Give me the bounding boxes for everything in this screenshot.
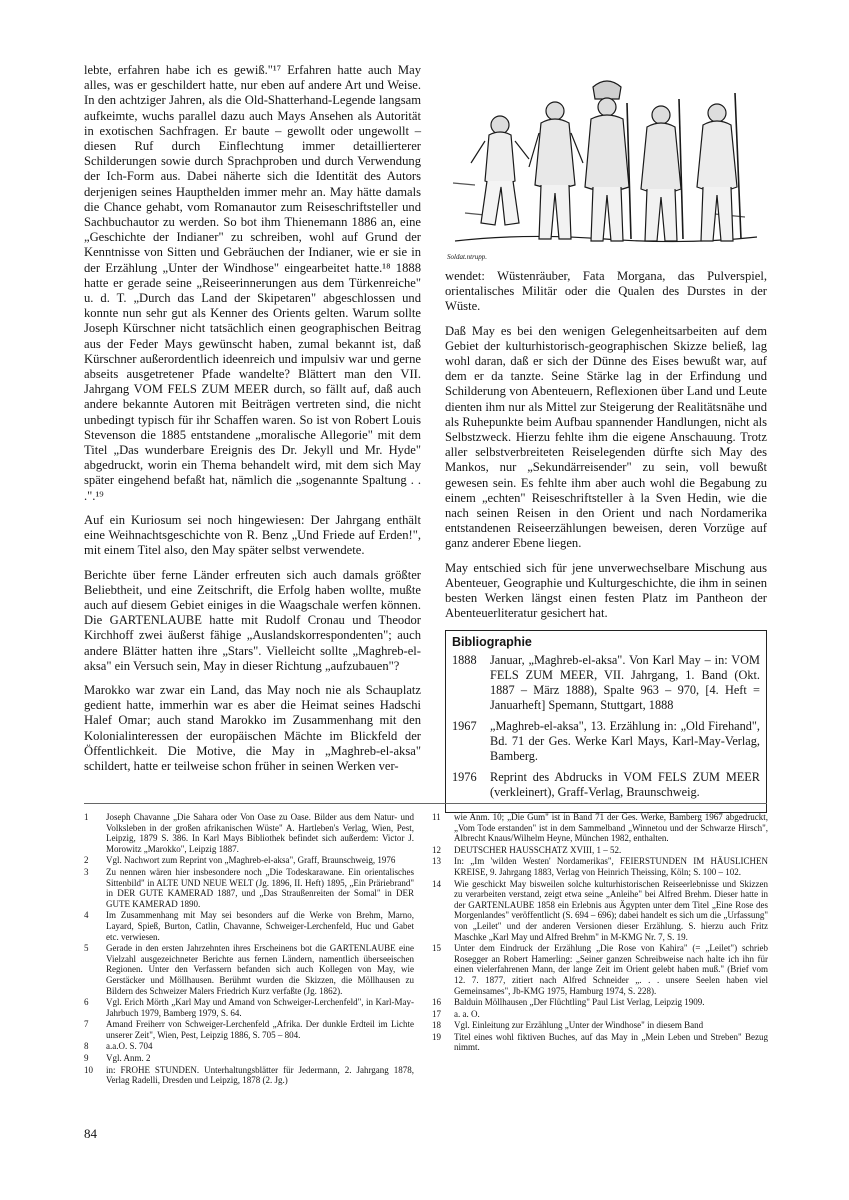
footnote [84,1053,414,1064]
footnote [84,997,414,1018]
paragraph: Daß May es bei den wenigen Gelegenheitsarbeiten auf dem Gebiet der kulturhistorisch-geographischen Skizze beließ, lag wohl daran, daß er sich der Dünne des Eises bewußt war, auf dem er da tanzte. Seine Stärke lag in der Erfindung und Schilderung von Abenteuern, Reflexionen über Land und Leute dienten ihm nur als Mittel zur Steigerung der Realitätsnähe und als Ruhepunkte beim Aufbau spannender Handlungen, nicht als Selbstzweck. Hierzu fehlte ihm die eigene Anschauung. Trotz aller selbstverbreiteten Reiselegenden dürfte sich May des Mankos, nur „Sekundärreisender" zu sein, voll bewußt gewesen sein. Es fehlte ihm aber auch wohl die Begabung zu einem „echten" Reiseschriftsteller à la Sven Hedin, wie die nach seinen Reisen in den Orient und nach Nordamerika entstandenen Reiseerzählungen beweisen, deren Vorzüge auf ganz anderer Ebene liegen. [445,323,767,551]
footnote-text: DEUTSCHER HAUSSCHATZ XVIII, 1 – 52. [454,844,622,855]
right-column [445,63,767,813]
entry-year: 1976 [452,770,477,785]
footnote-number: 16 [432,997,441,1008]
footnote-text: Unter dem Eindruck der Erzählung „Die Rose von Kahira" (= „Leilet") schrieb Rosegger an Robert Hamerling: „Seiner ganzen Schreibweise nach halte ich ihn für einen vielerfahrenen Mann, der lange Zeit im Orient gelebt haben muß." (Brief vom 12. 7. 1877, zitiert nach Alfred Schneider „. . . unsere Seelen haben viel Gemeinsames", Jb-KMG 1975, Hamburg 1974, S. 228). [454,943,768,996]
footnote-text: Zu nennen wären hier insbesondere noch „Die Todeskarawane. Ein orientalisches Sittenbild" in ALTE UND NEUE WELT (Jg. 1896, II. Heft) 1895, „Ein Präriebrand" in DER GUTE KAMERAD 1887, und „Das Straußenreiten der Somal" in DER GUTE KAMERAD 1890. [106,866,414,909]
footnote [432,943,768,996]
footnote-text: Wie geschickt May bisweilen solche kulturhistorischen Reiseerlebnisse und Skizzen zu verarbeiten verstand, zeigt etwa seine „Anleihe" bei Alfred Brehm. Dieser hatte in der GARTENLAUBE 1858 ein Erlebnis aus Ägypten unter dem Titel „Eine Rose des Morgenlandes" veröffentlicht (S. 694 – 696); dabei handelt es sich um die „Urfassung" von „Leilet" und der anderen Versionen dieser Erzählung. S. hierzu auch Fritz Maschke „Karl May und Alfred Brehm" in M-KMG Nr. 7, S. 19. [454,878,768,942]
footnote [432,845,768,856]
entry-text: Januar, „Maghreb-el-aksa". Von Karl May – in: VOM FELS ZUM MEER, VII. Jahrgang, 1. Band (Okt. 1887 – März 1888), Spalte 963 – 970, [4. Heft = Januarheft] Spemann, Stuttgart, 1888 [490,653,760,713]
footnote [84,910,414,942]
entry-text: Reprint des Abdrucks in VOM FELS ZUM MEER (verkleinert), Graff-Verlag, Braunschweig. [490,770,760,800]
footnote-text: Vgl. Anm. 2 [106,1053,151,1064]
footnote-number: 15 [432,943,441,954]
footnotes-left [84,812,414,1087]
footnote-number: 6 [84,997,89,1008]
bibliography-title: Bibliographie [452,635,532,650]
footnote-divider [84,803,767,804]
paragraph: Marokko war zwar ein Land, das May noch nie als Schauplatz gedient hatte, immerhin war es aber die Heimat seines Hadschi Halef Omar; auch stand Marokko im Zusammenhang mit den Kolonialinteressen der europäischen Mächte im Blickfeld der Öffentlichkeit. Die Motive, die May in „Maghreb-el-aksa" schildert, hatte er teilweise schon früher in seinen Werken ver- [84,682,421,773]
paragraph: lebte, erfahren habe ich es gewiß."¹⁷ Erfahren hatte auch May alles, was er geschildert hatte, nur eben auf andere Art und Weise. In den achtziger Jahren, als die Old-Shatterhand-Legende langsam aufkeimte, wuchs parallel dazu auch Mays Ansehen als Autorität in exotischen Sachfragen. Er baute – gewollt oder ungewollt – diesen Ruf durch Einflechtung immer detaillierterer Schilderungen sowie durch Sprachproben und durch Verwendung der Ich-Form aus. Dabei näherte sich die Identität des Autors derjenigen seines Haupthelden immer mehr an. May hätte damals die Chance gehabt, vom Romanautor zum Reiseschriftsteller und Sachbuchautor zu werden. So bot ihm Thienemann 1886 an, eine „Geschichte der Indianer" zu schreiben, wohl auf Grund der Kenntnisse von Sitten und Gebräuchen der Indianer, wie er sie in der Erzählung „Unter der Windhose" eingearbeitet hatte.¹⁸ 1888 hatte er gerade seine „Reiseerinnerungen aus dem Türkenreiche" u. d. T. „Durch das Land der Skipetaren" abgeschlossen und konnte nun sehr gut als Kenner des Orients gelten. Warum sollte Joseph Kürschner nicht tatsächlich einen geographischen Beitrag aus der Feder Mays gewünscht haben, zumal bekannt ist, daß Kürschner außerordentlich ideenreich und impulsiv war und gerne abseits ausgetretener Pfade wandelte? Blättert man den VII. Jahrgang VOM FELS ZUM MEER durch, so fällt auf, daß auch andere bekannte Autoren mit Beiträgen vertreten sind, die nicht unbedingt typisch für ihr Schaffen waren. So ist von Robert Louis Stevenson die 1885 entstandene „moralische Allegorie" mit dem Titel „Das wunderbare Ereignis des Dr. Jekyll und Mr. Hyde" abgedruckt, worin ein Thema behandelt wird, mit dem sich May später eingehend befaßt hat, nämlich die „sogenannte Spaltung . . .".¹⁹ [84,63,421,503]
footnote-text: Vgl. Nachwort zum Reprint von „Maghreb-el-aksa", Graff, Braunschweig, 1976 [106,855,396,866]
footnote-text: Vgl. Erich Mörth „Karl May und Amand von Schweiger-Lerchenfeld", in Karl-May-Jahrbuch 1979, Bamberg 1979, S. 64. [106,997,414,1018]
footnote-text: Im Zusammenhang mit May sei besonders auf die Werke von Brehm, Marno, Layard, Spieß, Burton, Catlin, Chavanne, Schweiger-Lerchenfeld, Huc und Gabet etc. verwiesen. [106,910,414,942]
paragraph: Berichte über ferne Länder erfreuten sich auch damals größter Beliebtheit, und eine Zeitschrift, die Erfolg haben wollte, mußte auch auf diesem Gebiet einiges in die Waagschale werfen können. Die GARTENLAUBE hatte mit Rudolf Cronau und Theodor Kirchhoff zwei äußerst fähige „Auslandskorrespondenten"; auch andere Blätter hatten ihre „Stars". Vielleicht sollte „Maghreb-el-aksa" ein Versuch sein, May in dieser Richtung „aufzubauen"? [84,567,421,673]
footnote-text: Titel eines wohl fiktiven Buches, auf das May in „Mein Leben und Streben" Bezug nimmt. [454,1031,768,1053]
footnote [432,1009,768,1020]
footnote-text: a.a.O. S. 704 [106,1041,153,1052]
footnote-text: Amand Freiherr von Schweiger-Lerchenfeld „Afrika. Der dunkle Erdteil im Lichte unserer Zeit", Wien, Pest, Leipzig 1886, S. 705 – 804. [106,1019,414,1040]
bibliography-entry [452,719,760,764]
footnote-text: Vgl. Einleitung zur Erzählung „Unter der Windhose" in diesem Band [454,1020,704,1031]
footnote-number: 3 [84,866,89,877]
footnote [432,879,768,943]
footnote-text: Gerade in den ersten Jahrzehnten ihres Erscheinens bot die GARTENLAUBE eine Vielzahl ausgezeichneter Berichte aus fernen Ländern, namentlich überseeischen Regionen. Unter den Verfassern befanden sich auch Kollegen von May, wie Gerstäcker und Möllhausen. Berühmt wurden die Skizzen, die Möllhausen zu Bildern des Schweizer Malers Friedrich Kurz verfaßte (Jg. 1862). [106,943,414,996]
footnote-number: 9 [84,1053,89,1064]
footnote-text: In: „Im 'wilden Westen' Nordamerikas", FEIERSTUNDEN IM HÄUSLICHEN KREISE, 9. Jahrgang 1883, Verlag von Heinrich Theissing, Köln; S. 100 – 102. [454,856,768,877]
footnote-text: Balduin Möllhausen „Der Flüchtling" Paul List Verlag, Leipzig 1909. [454,997,705,1008]
footnotes-right [432,812,768,1054]
footnote-number: 4 [84,910,89,921]
footnote-text: wie Anm. 10; „Die Gum" ist in Band 71 der Ges. Werke, Bamberg 1967 abgedruckt, „Vom Tode erstanden" ist in dem Sammelband „Winnetou und der Schwarze Hirsch", Albrecht Knaus/Wilhelm Heyne, München 1982, enthalten. [454,812,768,844]
paragraph: wendet: Wüstenräuber, Fata Morgana, das Pulverspiel, orientalisches Militär oder die Qualen des Durstes in der Wüste. [445,269,767,314]
footnote [432,856,768,877]
footnote-number: 10 [84,1064,93,1075]
soldiers-illustration [445,63,767,263]
entry-year: 1967 [452,719,477,734]
bibliography-entry [452,770,760,800]
footnote-number: 1 [84,812,89,822]
bibliography-box [445,630,767,813]
footnote [432,1020,768,1031]
footnote-text: a. a. O. [454,1008,480,1019]
footnote-text: Joseph Chavanne „Die Sahara oder Von Oase zu Oase. Bilder aus dem Natur- und Volksleben in der großen afrikanischen Wüste" A. Hartleben's Verlag, Wien, Pest, Leipzig, 1879 S. 386. In Karl Mays Bibliothek befindet sich außerdem: Victor J. Morowitz „Marokko", Leipzig 1887. [106,812,414,854]
footnote-number: 17 [432,1008,441,1019]
footnote [84,1019,414,1040]
footnote-number: 2 [84,855,89,866]
footnote [84,943,414,996]
footnote-number: 18 [432,1020,441,1031]
footnote-number: 14 [432,878,441,889]
footnote [84,812,414,854]
footnote [432,997,768,1008]
soldiers-drawing [445,63,767,263]
illustration-caption: Soldat.ntrupp. [447,253,488,261]
footnote [84,855,414,866]
paragraph: Auf ein Kuriosum sei noch hingewiesen: Der Jahrgang enthält eine Weihnachtsgeschichte von R. Benz „Und Friede auf Erden!", mit einem Titel also, den May später selbst verwendete. [84,512,421,558]
footnote [84,867,414,909]
footnote [84,1065,414,1086]
page-number: 84 [84,1126,97,1141]
entry-text: „Maghreb-el-aksa", 13. Erzählung in: „Old Firehand", Bd. 71 der Ges. Werke Karl Mays, Karl-May-Verlag, Bamberg. [490,719,760,764]
entry-year: 1888 [452,653,477,668]
footnote-number: 5 [84,943,89,954]
footnote [432,1032,768,1053]
footnote-text: in: FROHE STUNDEN. Unterhaltungsblätter für Jedermann, 2. Jahrgang 1878, Verlag Radelli, Dresden und Leipzig, 1878 (2. Jg.) [106,1064,414,1086]
footnote-number: 11 [432,812,441,822]
footnote-number: 12 [432,844,441,855]
footnote [432,812,768,844]
left-column [84,63,421,783]
bibliography-entry [452,653,760,713]
footnote-number: 8 [84,1041,89,1052]
footnote-number: 13 [432,856,441,867]
footnote [84,1041,414,1052]
footnote-number: 7 [84,1019,89,1030]
footnote-number: 19 [432,1031,441,1042]
paragraph: May entschied sich für jene unverwechselbare Mischung aus Abenteuer, Geographie und Kulturgeschichte, die ihm in seinen besten Werken längst einen festen Platz im Pantheon der Abenteuerliteratur gesichert hat. [445,560,767,621]
